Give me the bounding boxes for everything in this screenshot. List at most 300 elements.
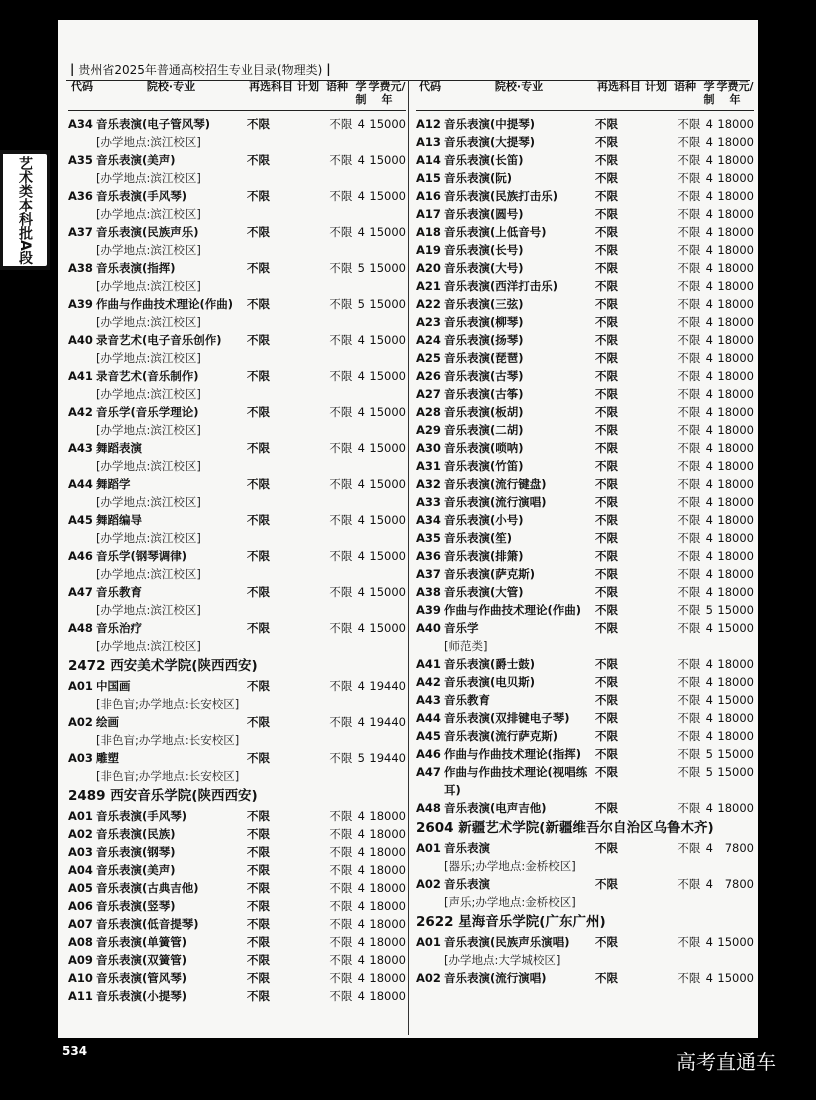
years-cell: 5 bbox=[357, 261, 365, 275]
name-cell: 音乐表演(板胡) bbox=[444, 405, 524, 419]
lang-cell: 不限 bbox=[329, 953, 353, 967]
years-cell: 4 bbox=[357, 513, 365, 527]
years-cell: 4 bbox=[705, 585, 713, 599]
fee-cell: 18000 bbox=[369, 989, 406, 1003]
lang-cell: 不限 bbox=[677, 387, 701, 401]
name-cell: 音乐表演(指挥) bbox=[96, 261, 176, 275]
table-row bbox=[68, 915, 406, 933]
fee-cell: 18000 bbox=[369, 863, 406, 877]
fee-cell: 15000 bbox=[369, 261, 406, 275]
table-row bbox=[416, 169, 754, 187]
fee-cell: 15000 bbox=[369, 513, 406, 527]
table-row bbox=[416, 511, 754, 529]
years-cell: 4 bbox=[705, 297, 713, 311]
subject-cell: 不限 bbox=[595, 603, 619, 617]
subject-cell: 不限 bbox=[247, 935, 271, 949]
fee-cell: 18000 bbox=[717, 207, 754, 221]
fee-cell: 18000 bbox=[717, 387, 754, 401]
code-cell: A27 bbox=[416, 387, 441, 401]
header-years: 学制 bbox=[355, 80, 367, 106]
header-fee: 学费元/年 bbox=[716, 80, 754, 106]
fee-cell: 18000 bbox=[717, 351, 754, 365]
lang-cell: 不限 bbox=[677, 351, 701, 365]
lang-cell: 不限 bbox=[329, 809, 353, 823]
code-cell: A41 bbox=[68, 369, 93, 383]
lang-cell: 不限 bbox=[677, 549, 701, 563]
table-row bbox=[416, 691, 754, 709]
code-cell: A36 bbox=[68, 189, 93, 203]
fee-cell: 18000 bbox=[717, 585, 754, 599]
lang-cell: 不限 bbox=[677, 279, 701, 293]
code-cell: A06 bbox=[68, 899, 93, 913]
right-column-body bbox=[416, 115, 754, 987]
page-header bbox=[66, 58, 750, 81]
lang-cell: 不限 bbox=[329, 405, 353, 419]
name-cell: 录音艺术(音乐制作) bbox=[96, 369, 199, 383]
subject-cell: 不限 bbox=[595, 387, 619, 401]
subject-cell: 不限 bbox=[595, 405, 619, 419]
years-cell: 4 bbox=[705, 315, 713, 329]
years-cell: 4 bbox=[357, 881, 365, 895]
fee-cell: 15000 bbox=[369, 549, 406, 563]
fee-cell: 15000 bbox=[369, 405, 406, 419]
years-cell: 4 bbox=[705, 135, 713, 149]
subject-cell: 不限 bbox=[247, 881, 271, 895]
row-note: [办学地点:滨江校区] bbox=[96, 207, 201, 221]
years-cell: 4 bbox=[705, 225, 713, 239]
lang-cell: 不限 bbox=[329, 261, 353, 275]
subject-cell: 不限 bbox=[595, 495, 619, 509]
code-cell: A34 bbox=[416, 513, 441, 527]
years-cell: 4 bbox=[357, 953, 365, 967]
code-cell: A03 bbox=[68, 751, 93, 765]
lang-cell: 不限 bbox=[329, 715, 353, 729]
years-cell: 4 bbox=[705, 153, 713, 167]
table-row bbox=[416, 223, 754, 241]
lang-cell: 不限 bbox=[329, 679, 353, 693]
table-row bbox=[416, 763, 754, 799]
fee-cell: 15000 bbox=[369, 441, 406, 455]
table-row bbox=[416, 277, 754, 295]
code-cell: A19 bbox=[416, 243, 441, 257]
table-row bbox=[68, 187, 406, 205]
subject-cell: 不限 bbox=[247, 621, 271, 635]
years-cell: 4 bbox=[357, 845, 365, 859]
fee-cell: 15000 bbox=[717, 621, 754, 635]
subject-cell: 不限 bbox=[247, 715, 271, 729]
row-note: [非色盲;办学地点:长安校区] bbox=[96, 769, 240, 783]
fee-cell: 18000 bbox=[369, 971, 406, 985]
header-lang: 语种 bbox=[674, 80, 696, 93]
name-cell: 音乐学(钢琴调律) bbox=[96, 549, 188, 563]
subject-cell: 不限 bbox=[247, 899, 271, 913]
years-cell: 4 bbox=[357, 917, 365, 931]
name-cell: 音乐表演(单簧管) bbox=[96, 935, 188, 949]
lang-cell: 不限 bbox=[677, 495, 701, 509]
fee-cell: 15000 bbox=[717, 935, 754, 949]
code-cell: A42 bbox=[416, 675, 441, 689]
table-row bbox=[68, 677, 406, 695]
header-bar-right: | bbox=[326, 62, 331, 76]
table-row bbox=[416, 727, 754, 745]
name-cell: 舞蹈表演 bbox=[96, 441, 142, 455]
fee-cell: 15000 bbox=[717, 693, 754, 707]
subject-cell: 不限 bbox=[595, 567, 619, 581]
lang-cell: 不限 bbox=[677, 711, 701, 725]
name-cell: 音乐表演(手风琴) bbox=[96, 809, 188, 823]
subject-cell: 不限 bbox=[595, 297, 619, 311]
lang-cell: 不限 bbox=[329, 117, 353, 131]
name-cell: 音乐表演(三弦) bbox=[444, 297, 524, 311]
row-note: [办学地点:滨江校区] bbox=[96, 639, 201, 653]
code-cell: A17 bbox=[416, 207, 441, 221]
lang-cell: 不限 bbox=[329, 153, 353, 167]
name-cell: 音乐表演 bbox=[444, 841, 490, 855]
fee-cell: 15000 bbox=[369, 117, 406, 131]
table-row bbox=[416, 295, 754, 313]
fee-cell: 18000 bbox=[369, 827, 406, 841]
subject-cell: 不限 bbox=[247, 189, 271, 203]
name-cell: 音乐表演(民族声乐演唱) bbox=[444, 935, 570, 949]
fee-cell: 18000 bbox=[717, 315, 754, 329]
years-cell: 5 bbox=[705, 765, 713, 779]
code-cell: A43 bbox=[68, 441, 93, 455]
code-cell: A01 bbox=[416, 935, 441, 949]
code-cell: A15 bbox=[416, 171, 441, 185]
subject-cell: 不限 bbox=[595, 549, 619, 563]
fee-cell: 18000 bbox=[717, 405, 754, 419]
name-cell: 音乐教育 bbox=[444, 693, 490, 707]
code-cell: A22 bbox=[416, 297, 441, 311]
subject-cell: 不限 bbox=[247, 917, 271, 931]
school-heading: 2472 西安美术学院(陕西西安) bbox=[68, 658, 258, 674]
lang-cell: 不限 bbox=[329, 477, 353, 491]
code-cell: A12 bbox=[416, 117, 441, 131]
table-row bbox=[416, 457, 754, 475]
table-row bbox=[68, 897, 406, 915]
table-row bbox=[416, 583, 754, 601]
name-cell: 音乐表演 bbox=[444, 877, 490, 891]
name-cell: 音乐表演(古典吉他) bbox=[96, 881, 199, 895]
code-cell: A09 bbox=[68, 953, 93, 967]
header-lang: 语种 bbox=[326, 80, 348, 93]
fee-cell: 19440 bbox=[369, 679, 406, 693]
name-cell: 音乐表演(管风琴) bbox=[96, 971, 188, 985]
table-row bbox=[416, 709, 754, 727]
lang-cell: 不限 bbox=[329, 189, 353, 203]
lang-cell: 不限 bbox=[329, 917, 353, 931]
table-row bbox=[68, 115, 406, 133]
lang-cell: 不限 bbox=[677, 729, 701, 743]
years-cell: 4 bbox=[357, 333, 365, 347]
years-cell: 4 bbox=[705, 531, 713, 545]
table-row bbox=[68, 151, 406, 169]
code-cell: A40 bbox=[68, 333, 93, 347]
fee-cell: 15000 bbox=[369, 225, 406, 239]
table-row bbox=[416, 933, 754, 951]
code-cell: A32 bbox=[416, 477, 441, 491]
code-cell: A44 bbox=[68, 477, 93, 491]
subject-cell: 不限 bbox=[595, 693, 619, 707]
years-cell: 4 bbox=[705, 207, 713, 221]
lang-cell: 不限 bbox=[677, 171, 701, 185]
name-cell: 作曲与作曲技术理论(作曲) bbox=[96, 297, 234, 311]
name-cell: 音乐表演(长笛) bbox=[444, 153, 524, 167]
table-row bbox=[416, 475, 754, 493]
subject-cell: 不限 bbox=[595, 765, 619, 779]
fee-cell: 7800 bbox=[724, 841, 754, 855]
lang-cell: 不限 bbox=[329, 297, 353, 311]
table-row bbox=[416, 205, 754, 223]
table-row bbox=[416, 875, 754, 893]
name-cell: 音乐表演(流行键盘) bbox=[444, 477, 547, 491]
subject-cell: 不限 bbox=[247, 827, 271, 841]
lang-cell: 不限 bbox=[677, 459, 701, 473]
lang-cell: 不限 bbox=[329, 549, 353, 563]
lang-cell: 不限 bbox=[329, 441, 353, 455]
code-cell: A02 bbox=[68, 827, 93, 841]
school-heading: 2604 新疆艺术学院(新疆维吾尔自治区乌鲁木齐) bbox=[416, 820, 714, 836]
subject-cell: 不限 bbox=[247, 513, 271, 527]
years-cell: 4 bbox=[705, 567, 713, 581]
fee-cell: 19440 bbox=[369, 715, 406, 729]
fee-cell: 18000 bbox=[717, 711, 754, 725]
table-row bbox=[68, 475, 406, 493]
table-row bbox=[416, 529, 754, 547]
code-cell: A45 bbox=[68, 513, 93, 527]
code-cell: A45 bbox=[416, 729, 441, 743]
row-note: [办学地点:滨江校区] bbox=[96, 315, 201, 329]
lang-cell: 不限 bbox=[329, 369, 353, 383]
row-note: [办学地点:滨江校区] bbox=[96, 423, 201, 437]
code-cell: A01 bbox=[68, 679, 93, 693]
code-cell: A02 bbox=[416, 971, 441, 985]
left-column bbox=[68, 80, 406, 1005]
code-cell: A21 bbox=[416, 279, 441, 293]
school-heading: 2622 星海音乐学院(广东广州) bbox=[416, 914, 606, 930]
row-note: [办学地点:滨江校区] bbox=[96, 135, 201, 149]
row-note: [非色盲;办学地点:长安校区] bbox=[96, 733, 240, 747]
subject-cell: 不限 bbox=[595, 279, 619, 293]
fee-cell: 15000 bbox=[369, 189, 406, 203]
lang-cell: 不限 bbox=[677, 693, 701, 707]
subject-cell: 不限 bbox=[595, 877, 619, 891]
subject-cell: 不限 bbox=[595, 747, 619, 761]
years-cell: 4 bbox=[705, 279, 713, 293]
name-cell: 音乐表演(唢呐) bbox=[444, 441, 524, 455]
years-cell: 4 bbox=[705, 261, 713, 275]
name-cell: 音乐表演(上低音号) bbox=[444, 225, 547, 239]
fee-cell: 18000 bbox=[369, 881, 406, 895]
table-row bbox=[416, 187, 754, 205]
lang-cell: 不限 bbox=[677, 567, 701, 581]
header-title: 贵州省2025年普通高校招生专业目录(物理类) bbox=[78, 62, 323, 77]
fee-cell: 18000 bbox=[717, 153, 754, 167]
page-number: 534 bbox=[62, 1044, 88, 1058]
header-name: 院校·专业 bbox=[494, 80, 544, 93]
subject-cell: 不限 bbox=[247, 261, 271, 275]
years-cell: 5 bbox=[705, 747, 713, 761]
fee-cell: 15000 bbox=[369, 477, 406, 491]
lang-cell: 不限 bbox=[677, 225, 701, 239]
lang-cell: 不限 bbox=[677, 423, 701, 437]
code-cell: A14 bbox=[416, 153, 441, 167]
name-cell: 舞蹈学 bbox=[96, 477, 131, 491]
subject-cell: 不限 bbox=[595, 711, 619, 725]
name-cell: 音乐表演(笙) bbox=[444, 531, 513, 545]
table-row bbox=[68, 511, 406, 529]
lang-cell: 不限 bbox=[677, 513, 701, 527]
fee-cell: 18000 bbox=[717, 441, 754, 455]
code-cell: A29 bbox=[416, 423, 441, 437]
name-cell: 舞蹈编导 bbox=[96, 513, 142, 527]
subject-cell: 不限 bbox=[595, 841, 619, 855]
table-row bbox=[416, 839, 754, 857]
subject-cell: 不限 bbox=[595, 117, 619, 131]
code-cell: A47 bbox=[416, 765, 441, 779]
years-cell: 4 bbox=[705, 333, 713, 347]
name-cell: 音乐表演(古琴) bbox=[444, 369, 524, 383]
subject-cell: 不限 bbox=[595, 531, 619, 545]
right-column bbox=[416, 80, 754, 987]
table-row bbox=[416, 421, 754, 439]
years-cell: 4 bbox=[705, 621, 713, 635]
code-cell: A30 bbox=[416, 441, 441, 455]
table-row bbox=[68, 861, 406, 879]
code-cell: A08 bbox=[68, 935, 93, 949]
table-row bbox=[68, 547, 406, 565]
table-row bbox=[68, 619, 406, 637]
years-cell: 4 bbox=[357, 153, 365, 167]
subject-cell: 不限 bbox=[247, 863, 271, 877]
years-cell: 4 bbox=[357, 899, 365, 913]
years-cell: 4 bbox=[705, 405, 713, 419]
column-divider bbox=[408, 80, 409, 1035]
years-cell: 4 bbox=[357, 621, 365, 635]
name-cell: 音乐表演(竹笛) bbox=[444, 459, 524, 473]
fee-cell: 18000 bbox=[369, 845, 406, 859]
fee-cell: 18000 bbox=[717, 729, 754, 743]
row-note: [办学地点:滨江校区] bbox=[96, 387, 201, 401]
code-cell: A28 bbox=[416, 405, 441, 419]
row-note: [办学地点:滨江校区] bbox=[96, 567, 201, 581]
lang-cell: 不限 bbox=[677, 621, 701, 635]
fee-cell: 18000 bbox=[717, 549, 754, 563]
fee-cell: 18000 bbox=[717, 189, 754, 203]
years-cell: 4 bbox=[357, 679, 365, 693]
name-cell: 作曲与作曲技术理论(指挥) bbox=[444, 747, 582, 761]
lang-cell: 不限 bbox=[329, 513, 353, 527]
subject-cell: 不限 bbox=[247, 333, 271, 347]
row-note: [办学地点:滨江校区] bbox=[96, 459, 201, 473]
subject-cell: 不限 bbox=[247, 225, 271, 239]
years-cell: 4 bbox=[705, 423, 713, 437]
name-cell: 音乐表演(中提琴) bbox=[444, 117, 536, 131]
subject-cell: 不限 bbox=[247, 585, 271, 599]
header-years: 学制 bbox=[703, 80, 715, 106]
years-cell: 4 bbox=[705, 171, 713, 185]
name-cell: 音乐表演(美声) bbox=[96, 863, 176, 877]
years-cell: 4 bbox=[357, 585, 365, 599]
years-cell: 4 bbox=[705, 459, 713, 473]
subject-cell: 不限 bbox=[595, 971, 619, 985]
name-cell: 音乐学 bbox=[444, 621, 479, 635]
fee-cell: 18000 bbox=[717, 243, 754, 257]
code-cell: A20 bbox=[416, 261, 441, 275]
code-cell: A01 bbox=[68, 809, 93, 823]
name-cell: 音乐表演(扬琴) bbox=[444, 333, 524, 347]
name-cell: 音乐表演(民族声乐) bbox=[96, 225, 199, 239]
name-cell: 音乐表演(西洋打击乐) bbox=[444, 279, 559, 293]
fee-cell: 18000 bbox=[717, 171, 754, 185]
name-cell: 音乐表演(大管) bbox=[444, 585, 524, 599]
code-cell: A37 bbox=[68, 225, 93, 239]
subject-cell: 不限 bbox=[595, 369, 619, 383]
header-plan: 计划 bbox=[645, 80, 667, 93]
lang-cell: 不限 bbox=[677, 841, 701, 855]
fee-cell: 18000 bbox=[717, 333, 754, 347]
name-cell: 音乐表演(小提琴) bbox=[96, 989, 188, 1003]
subject-cell: 不限 bbox=[247, 679, 271, 693]
row-note: [办学地点:滨江校区] bbox=[96, 531, 201, 545]
table-row bbox=[68, 843, 406, 861]
lang-cell: 不限 bbox=[329, 935, 353, 949]
code-cell: A46 bbox=[68, 549, 93, 563]
code-cell: A38 bbox=[416, 585, 441, 599]
code-cell: A48 bbox=[416, 801, 441, 815]
fee-cell: 18000 bbox=[717, 135, 754, 149]
table-row bbox=[416, 151, 754, 169]
fee-cell: 15000 bbox=[717, 603, 754, 617]
fee-cell: 18000 bbox=[369, 809, 406, 823]
fee-cell: 18000 bbox=[717, 657, 754, 671]
subject-cell: 不限 bbox=[595, 441, 619, 455]
code-cell: A36 bbox=[416, 549, 441, 563]
years-cell: 4 bbox=[705, 495, 713, 509]
name-cell: 作曲与作曲技术理论(作曲) bbox=[444, 603, 582, 617]
lang-cell: 不限 bbox=[677, 657, 701, 671]
name-cell: 音乐表演(阮) bbox=[444, 171, 513, 185]
code-cell: A35 bbox=[416, 531, 441, 545]
table-row bbox=[416, 619, 754, 637]
header-subject: 再选科目 bbox=[249, 80, 293, 93]
subject-cell: 不限 bbox=[595, 513, 619, 527]
name-cell: 录音艺术(电子音乐创作) bbox=[96, 333, 222, 347]
lang-cell: 不限 bbox=[677, 935, 701, 949]
years-cell: 4 bbox=[357, 369, 365, 383]
subject-cell: 不限 bbox=[595, 225, 619, 239]
subject-cell: 不限 bbox=[595, 243, 619, 257]
fee-cell: 18000 bbox=[717, 513, 754, 527]
name-cell: 音乐表演(手风琴) bbox=[96, 189, 188, 203]
subject-cell: 不限 bbox=[247, 441, 271, 455]
code-cell: A07 bbox=[68, 917, 93, 931]
code-cell: A23 bbox=[416, 315, 441, 329]
years-cell: 4 bbox=[705, 877, 713, 891]
subject-cell: 不限 bbox=[247, 989, 271, 1003]
code-cell: A41 bbox=[416, 657, 441, 671]
code-cell: A03 bbox=[68, 845, 93, 859]
table-row bbox=[416, 331, 754, 349]
name-cell: 音乐表演(二胡) bbox=[444, 423, 524, 437]
years-cell: 4 bbox=[357, 809, 365, 823]
table-row bbox=[68, 951, 406, 969]
fee-cell: 18000 bbox=[717, 495, 754, 509]
table-row bbox=[68, 879, 406, 897]
lang-cell: 不限 bbox=[677, 243, 701, 257]
subject-cell: 不限 bbox=[247, 971, 271, 985]
lang-cell: 不限 bbox=[329, 751, 353, 765]
